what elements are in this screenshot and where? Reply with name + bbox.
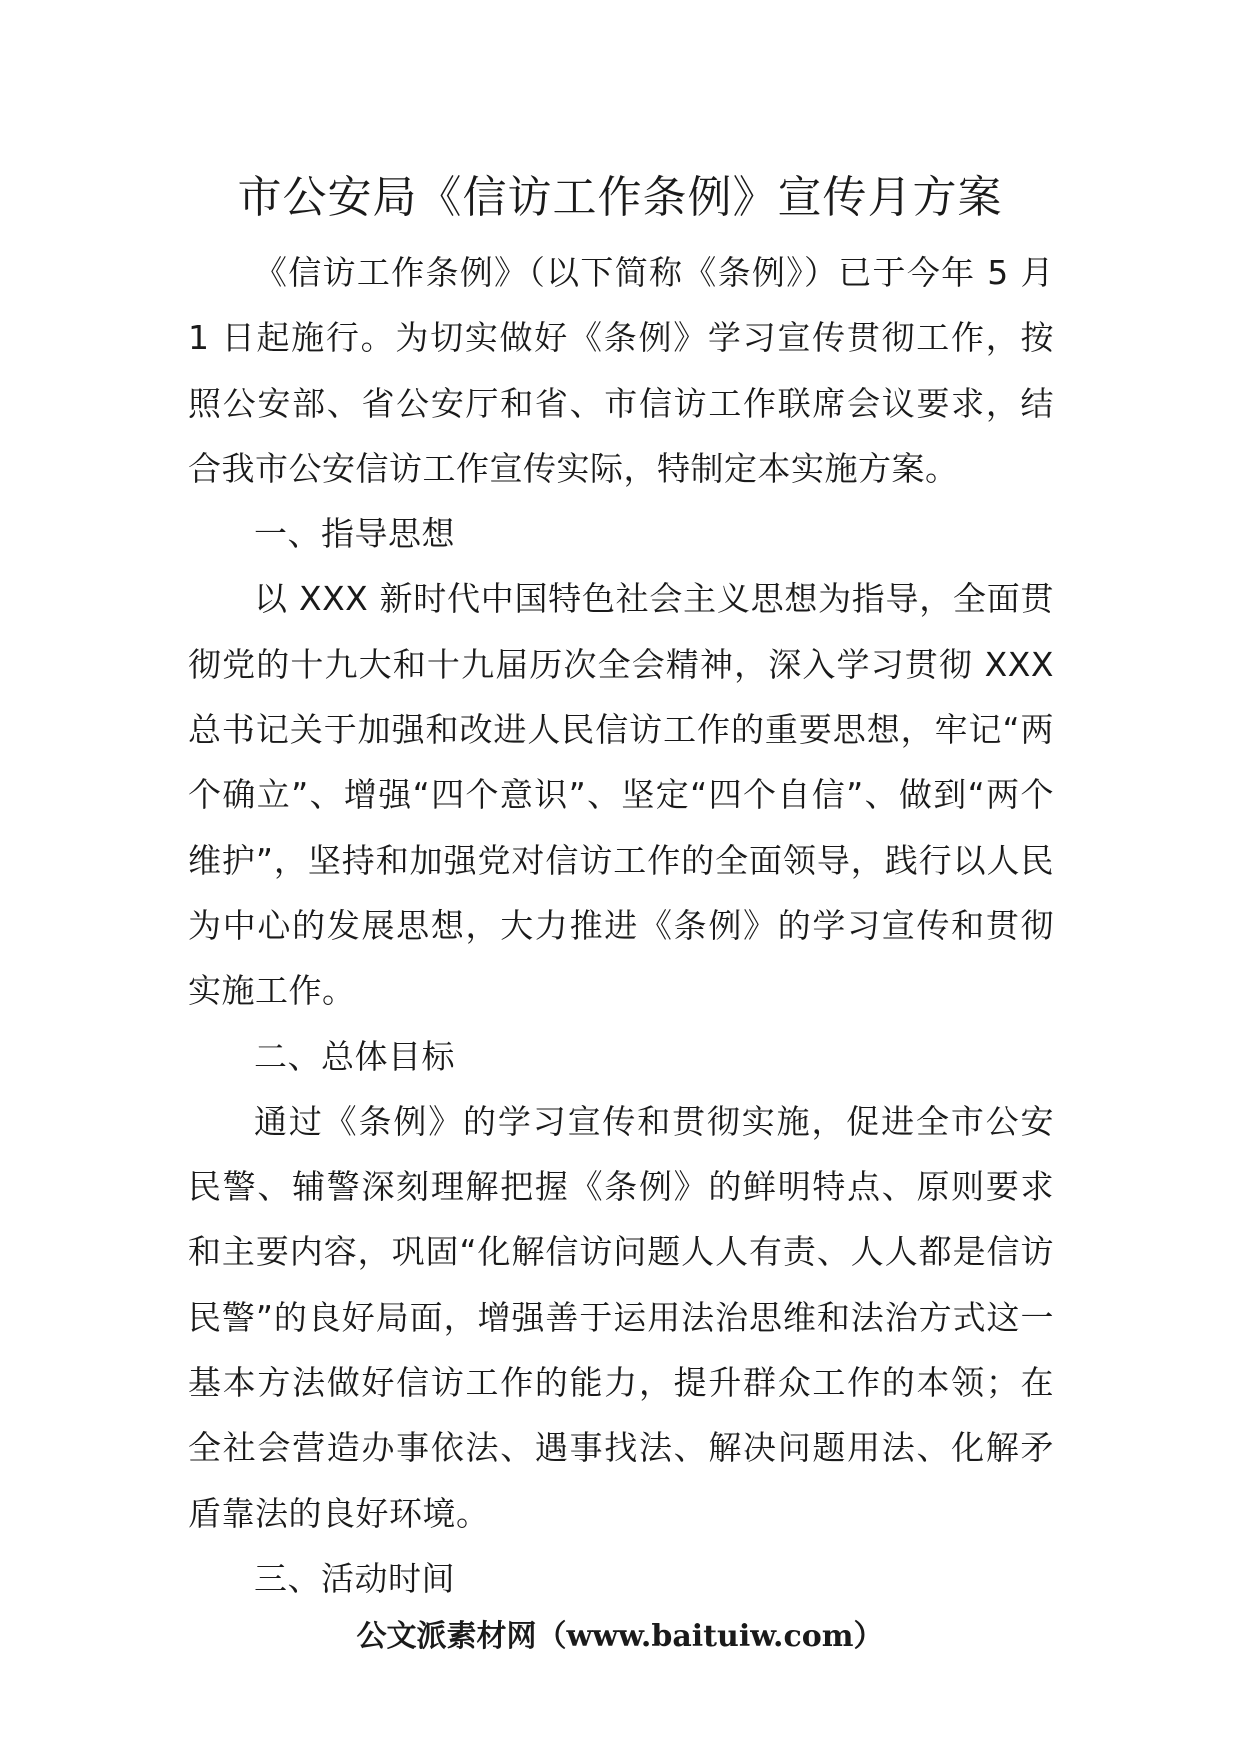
section-heading-activity-time: 三、活动时间 bbox=[254, 1558, 455, 1598]
document-body bbox=[188, 240, 1054, 1611]
section-heading-guiding-ideology: 一、指导思想 bbox=[254, 514, 455, 554]
document-title: 市公安局《信访工作条例》宣传月方案 bbox=[237, 172, 1003, 223]
intro-paragraph: 《信访工作条例》（以下简称《条例》）已于今年 5 月 1 日起施行。为切实做好《条例》学习宣传贯彻工作，按照公安部、省公安厅和省、市信访工作联席会议要求，结合我市公安信访工作宣传实际，特制定本实施方案。 bbox=[188, 253, 1054, 488]
source-watermark-footer: 公文派素材网（www.baituiw.com） bbox=[356, 1619, 884, 1654]
guiding-ideology-paragraph: 以 XXX 新时代中国特色社会主义思想为指导，全面贯彻党的十九大和十九届历次全会精神，深入学习贯彻 XXX 总书记关于加强和改进人民信访工作的重要思想，牢记“两个确立”、增强“四个意识”、坚定“四个自信”、做到“两个维护”，坚持和加强党对信访工作的全面领导，践行以人民为中心的发展思想，大力推进《条例》的学习宣传和贯彻实施工作。 bbox=[188, 579, 1054, 1011]
overall-goal-paragraph: 通过《条例》的学习宣传和贯彻实施，促进全市公安民警、辅警深刻理解把握《条例》的鲜明特点、原则要求和主要内容，巩固“化解信访问题人人有责、人人都是信访民警”的良好局面，增强善于运用法治思维和法治方式这一基本方法做好信访工作的能力，提升群众工作的本领；在全社会营造办事依法、遇事找法、解决问题用法、化解矛盾靠法的良好环境。 bbox=[188, 1101, 1054, 1533]
section-heading-overall-goal: 二、总体目标 bbox=[254, 1036, 455, 1076]
